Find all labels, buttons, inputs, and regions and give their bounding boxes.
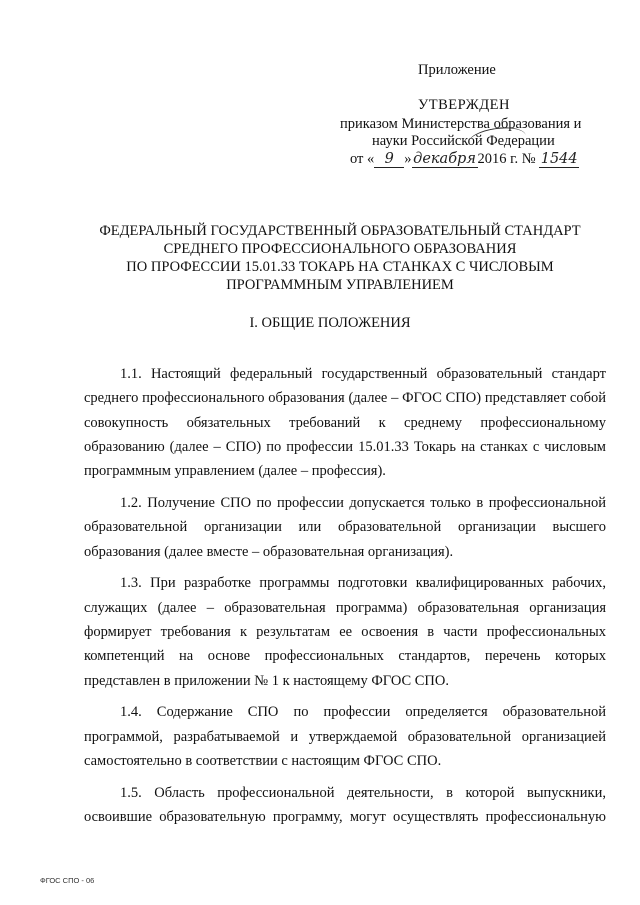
title-line-3: ПО ПРОФЕССИИ 15.01.33 ТОКАРЬ НА СТАНКАХ С ЧИСЛОВЫМ [126,259,554,275]
order-number: 1544 [540,151,578,167]
paragraph-line: формирует требования к результатам ее освоения в части профессиональных [84,623,606,640]
order-from-text: от « [350,151,375,167]
appendix-label: Приложение [418,62,496,78]
order-year-text: 2016 г. № [477,151,536,167]
paragraph-line: программным управлением (далее – профессия). [84,463,386,480]
order-mid-text: » [404,151,412,167]
order-month: декабря [413,151,476,167]
standard-title [60,222,620,294]
title-line-1: ФЕДЕРАЛЬНЫЙ ГОСУДАРСТВЕННЫЙ ОБРАЗОВАТЕЛЬНЫЙ СТАНДАРТ [99,223,581,239]
paragraph-line: 1.2. Получение СПО по профессии допускается только в профессиональной [120,494,606,511]
paragraph-line: 1.4. Содержание СПО по профессии определяется образовательной [120,704,606,721]
paragraph-2 [84,491,606,564]
order-date-line [350,151,579,168]
order-day: 9 [374,151,404,168]
approved-label: УТВЕРЖДЕН [418,97,510,113]
paragraph-5 [84,781,606,830]
paragraph-line: представлен в приложении № 1 к настоящему ФГОС СПО. [84,672,449,689]
paragraph-line: совокупность обязательных требований к среднему профессиональному [84,414,606,431]
paragraph-1 [84,362,606,483]
paragraph-line: 1.5. Область профессиональной деятельности, в которой выпускники, [120,784,606,801]
paragraph-4 [84,700,606,773]
paragraph-line: компетенций на основе профессиональных стандартов, перечень которых [84,648,606,665]
order-line-1: приказом Министерства образования и [340,116,582,132]
paragraph-line: среднего профессионального образования (далее – ФГОС СПО) представляет собой [84,390,606,407]
paragraph-line: самостоятельно в соответствии с настоящим ФГОС СПО. [84,752,442,769]
title-line-2: СРЕДНЕГО ПРОФЕССИОНАЛЬНОГО ОБРАЗОВАНИЯ [163,241,517,257]
section-heading: I. ОБЩИЕ ПОЛОЖЕНИЯ [249,315,411,331]
paragraph-3 [84,571,606,692]
paragraph-line: 1.1. Настоящий федеральный государственный образовательный стандарт [120,366,606,382]
paragraph-line: образованию (далее – СПО) по профессии 15.01.33 Токарь на станках с числовым [84,438,606,455]
document-body [84,362,606,837]
footer-code: ФГОС СПО - 06 [40,876,95,885]
paragraph-line: служащих (далее – образовательная программа) образовательная организация [84,599,606,616]
paragraph-line: образовательной организации или образовательной организации высшего [84,519,606,536]
order-line-2: науки Российской Федерации [372,133,555,149]
paragraph-line: программой, разрабатываемой и утверждаемой образовательной организацией [84,728,606,745]
paragraph-line: образования (далее вместе – образовательная организация). [84,543,454,560]
paragraph-line: освоившие образовательную программу, могут осуществлять профессиональную [84,809,606,826]
title-line-4: ПРОГРАММНЫМ УПРАВЛЕНИЕМ [226,277,454,293]
paragraph-line: 1.3. При разработке программы подготовки квалифицированных рабочих, [120,575,606,592]
